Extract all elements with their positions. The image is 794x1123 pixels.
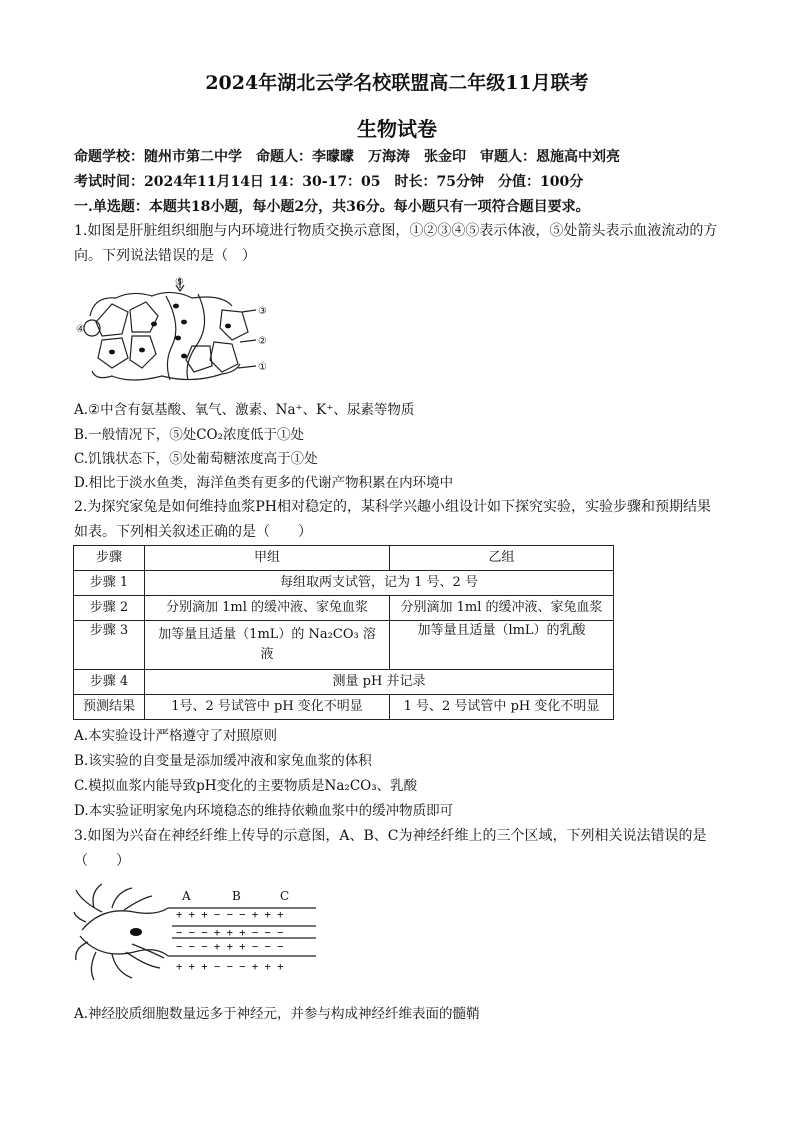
q1-label-4: ④ — [76, 324, 85, 335]
q2-stem: 2.为探究家兔是如何维持血浆PH相对稳定的，某科学兴趣小组设计如下探究实验，实验步骤和预期结果如表。下列相关叙述正确的是（ ） — [74, 499, 711, 540]
table-row — [74, 571, 614, 596]
nucleus-icon — [130, 928, 142, 936]
table-cell: 步骤 4 — [74, 670, 145, 695]
q2-experiment-table — [73, 545, 614, 720]
table-cell: 1号、2 号试管中 pH 变化不明显 — [145, 695, 390, 720]
table-row — [74, 670, 614, 695]
table-cell: 甲组 — [145, 546, 390, 571]
table-cell: 每组取两支试管，记为 1 号、2 号 — [145, 571, 614, 596]
q1-option-a: A.②中含有氨基酸、氧气、激素、Na⁺、K⁺、尿素等物质 — [74, 402, 415, 418]
author-info: 命题学校：随州市第二中学 命题人：李曚曚 万海涛 张金印 审题人：恩施高中刘亮 — [74, 149, 620, 165]
q3-nerve-figure — [72, 882, 322, 986]
q2-option-a: A.本实验设计严格遵守了对照原则 — [74, 728, 278, 744]
subject-title: 生物试卷 — [357, 117, 437, 141]
q3-stem-line2: （ ） — [74, 853, 130, 869]
q1-option-d: D.相比于淡水鱼类，海洋鱼类有更多的代谢产物积累在内环境中 — [74, 475, 454, 491]
table-cell: 预测结果 — [74, 695, 145, 720]
table-cell: 步骤 1 — [74, 571, 145, 596]
q1-label-1: ① — [258, 362, 267, 373]
section-heading: 一.单选题：本题共18小题，每小题2分，共36分。每小题只有一项符合题目要求。 — [74, 199, 590, 215]
charge-row-inner-bottom: − − − + + + − − − — [176, 941, 284, 953]
table-cell: 加等量且适量（lmL）的乳酸 — [390, 621, 614, 670]
q2-option-c: C.模拟血浆内能导致pH变化的主要物质是Na₂CO₃、乳酸 — [74, 778, 418, 794]
exam-title: 2024年湖北云学名校联盟高二年级11月联考 — [205, 72, 589, 94]
cell-line: 液 — [260, 647, 274, 662]
q3-option-a: A.神经胶质细胞数量远多于神经元，并参与构成神经纤维表面的髓鞘 — [74, 1006, 480, 1022]
table-header-row — [74, 546, 614, 571]
q2-option-b: B.该实验的自变量是添加缓冲液和家兔血浆的体积 — [74, 753, 372, 769]
table-cell — [145, 621, 390, 670]
table-cell: 步骤 — [74, 546, 145, 571]
table-cell: 1 号、2 号试管中 pH 变化不明显 — [390, 695, 614, 720]
table-row — [74, 695, 614, 720]
q1-label-2: ② — [258, 336, 267, 347]
table-cell: 分别滴加 1ml 的缓冲液、家兔血浆 — [390, 596, 614, 621]
table-cell: 分别滴加 1ml 的缓冲液、家兔血浆 — [145, 596, 390, 621]
q1-stem: 1.如图是肝脏组织细胞与内环境进行物质交换示意图，①②③④⑤表示体液，⑤处箭头表示血液流动的方向。下列说法错误的是（ ） — [74, 223, 718, 264]
q1-option-c: C.饥饿状态下，⑤处葡萄糖浓度高于①处 — [74, 451, 318, 467]
table-cell: 测量 pH 并记录 — [145, 670, 614, 695]
charge-row-outer-bottom: + + + − − − + + + — [176, 961, 284, 973]
q3-label-b: B — [232, 889, 241, 903]
q1-option-b: B.一般情况下，⑤处CO₂浓度低于①处 — [74, 427, 305, 443]
charge-row-outer-top: + + + − − − + + + — [176, 909, 284, 921]
q1-liver-figure — [72, 276, 272, 388]
q3-label-c: C — [280, 889, 290, 903]
table-row — [74, 621, 614, 670]
q3-label-a: A — [182, 889, 191, 903]
exam-time-info: 考试时间：2024年11月14日 14：30-17：05 时长：75分钟 分值：100分 — [74, 174, 584, 190]
q2-option-d: D.本实验证明家兔内环境稳态的维持依赖血浆中的缓冲物质即可 — [74, 803, 454, 819]
table-row — [74, 596, 614, 621]
q1-label-5: ⑤ — [175, 277, 184, 288]
table-cell: 乙组 — [390, 546, 614, 571]
table-cell: 步骤 3 — [74, 621, 145, 670]
cell-line: 加等量且适量（1mL）的 Na₂CO₃ 溶 — [158, 627, 376, 642]
table-cell: 步骤 2 — [74, 596, 145, 621]
charge-row-inner-top: − − − + + + − − − — [176, 927, 284, 939]
q3-stem-line1: 3.如图为兴奋在神经纤维上传导的示意图，A、B、C为神经纤维上的三个区域，下列相关说法错误的是 — [74, 828, 707, 844]
q1-label-3: ③ — [258, 306, 267, 317]
